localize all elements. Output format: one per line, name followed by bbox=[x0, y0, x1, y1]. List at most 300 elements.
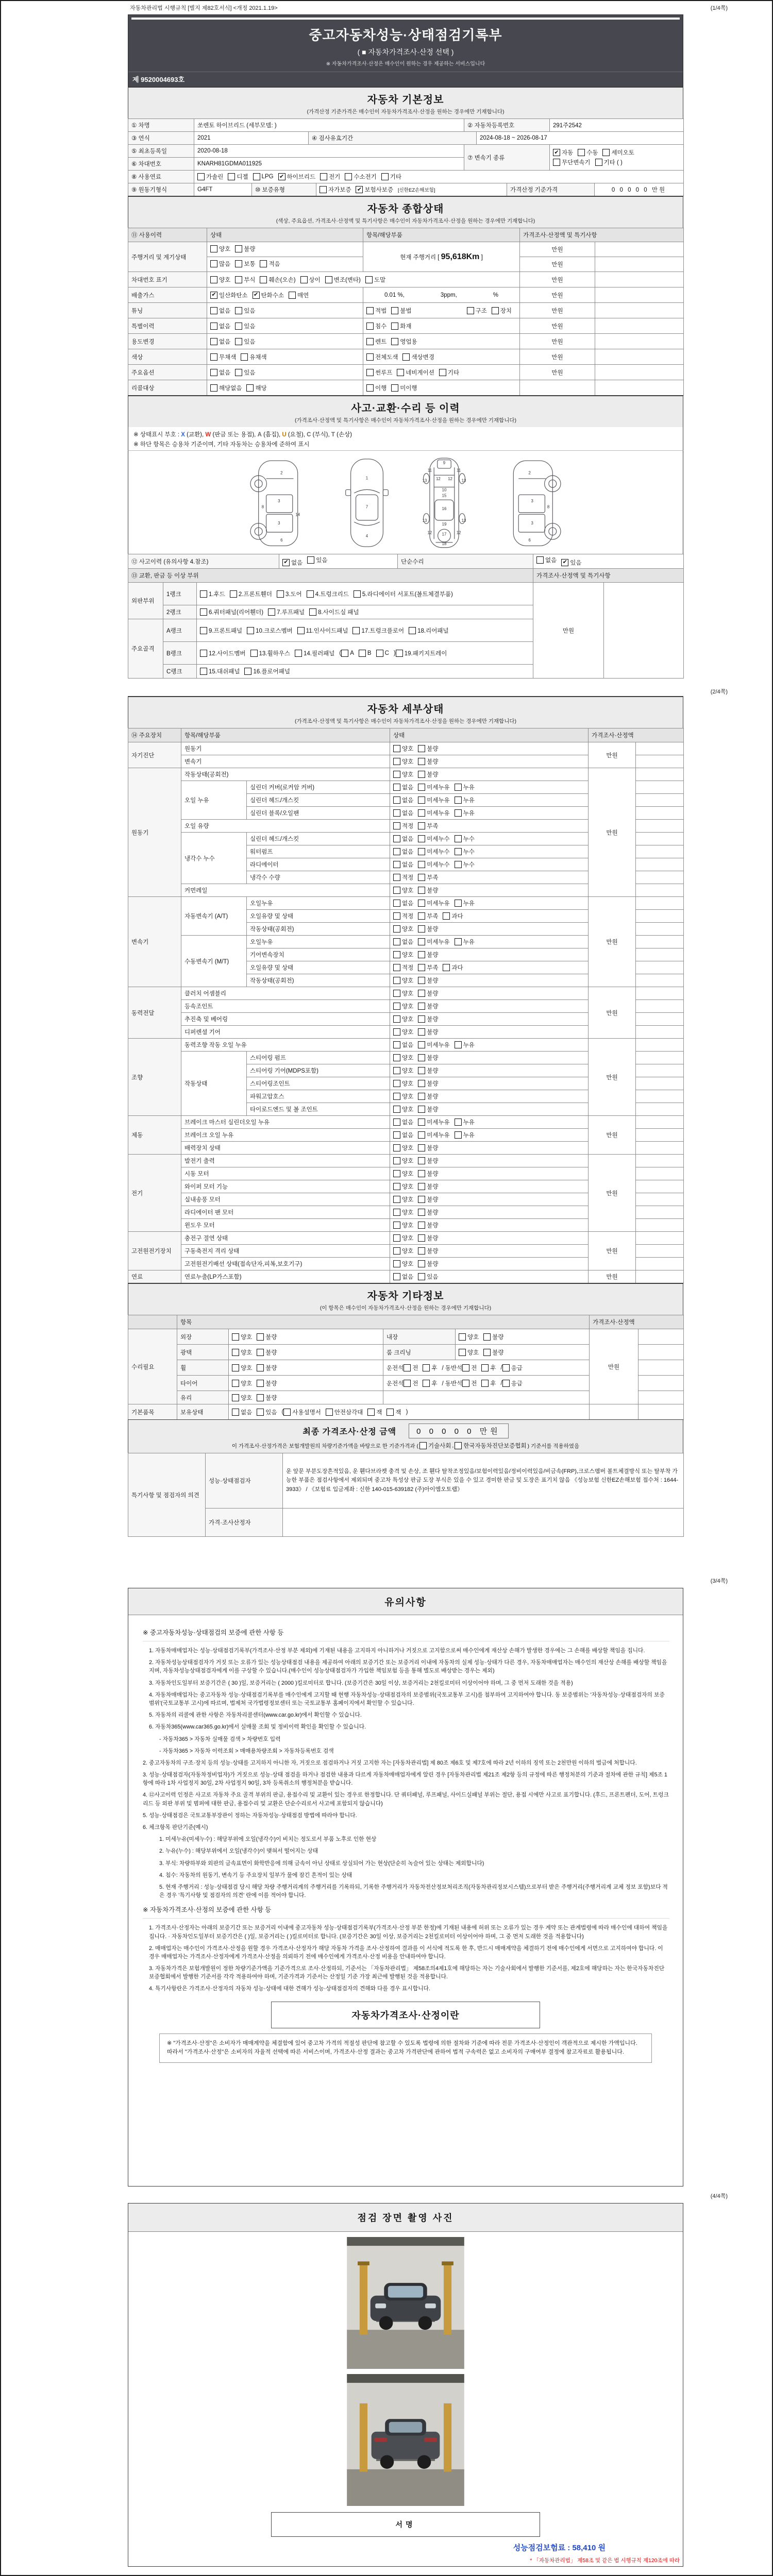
checkbox-잭[interactable] bbox=[386, 1409, 394, 1416]
checkbox-8.사이드실 패널[interactable] bbox=[309, 608, 316, 616]
item-label: 오일 유량 bbox=[181, 820, 390, 833]
checkbox-불량[interactable] bbox=[418, 745, 425, 752]
checkbox-보통[interactable] bbox=[235, 260, 242, 267]
section-basic-subtitle: (가격산정 기준가격은 매수인이 자동차가격조사·산정을 원하는 경우에만 기재합니다) bbox=[307, 109, 505, 115]
checkbox-기타[interactable] bbox=[439, 369, 446, 376]
option-불량 bbox=[418, 1208, 438, 1216]
legend-code-A: A bbox=[257, 432, 262, 438]
rank-item-list bbox=[200, 667, 530, 675]
checkbox-사용설명서[interactable] bbox=[283, 1409, 291, 1416]
checkbox-양호[interactable] bbox=[393, 1028, 400, 1036]
option-label: 도말 bbox=[374, 277, 386, 283]
form-page-1 bbox=[128, 14, 683, 679]
checkbox-불량[interactable] bbox=[418, 925, 425, 933]
checkbox-양호[interactable] bbox=[393, 745, 400, 752]
checkbox-많음[interactable] bbox=[210, 260, 217, 267]
checkbox-양호[interactable] bbox=[393, 1144, 400, 1151]
checkbox-양호[interactable] bbox=[393, 1247, 400, 1255]
checkbox-16.플로어패널[interactable] bbox=[244, 668, 251, 675]
tuning-detail-wrap bbox=[366, 307, 516, 315]
checkbox-하이브리드[interactable]: ✔ bbox=[278, 173, 285, 180]
checkbox-누유[interactable] bbox=[455, 796, 462, 804]
option-전 bbox=[404, 1379, 418, 1387]
signature-box[interactable] bbox=[271, 2512, 540, 2537]
checkbox-부식[interactable] bbox=[235, 276, 242, 283]
checkbox-양호[interactable] bbox=[393, 925, 400, 933]
checkbox-불량[interactable] bbox=[418, 1234, 425, 1242]
option-화재 bbox=[391, 322, 411, 330]
checkbox-양호[interactable] bbox=[232, 1380, 239, 1387]
checkbox-없음[interactable] bbox=[393, 861, 400, 868]
accident-row-table bbox=[128, 554, 684, 569]
checkbox-기타[interactable] bbox=[381, 173, 389, 180]
checkbox-미세누유[interactable] bbox=[418, 1041, 425, 1048]
checkbox-전[interactable] bbox=[462, 1380, 469, 1387]
checkbox-미세누유[interactable] bbox=[418, 796, 425, 804]
checkbox-상이[interactable] bbox=[300, 276, 308, 283]
option-양호 bbox=[393, 976, 413, 985]
checkbox-불량[interactable] bbox=[257, 1333, 264, 1341]
checkbox-디젤[interactable] bbox=[228, 173, 235, 180]
checkbox-부족[interactable] bbox=[418, 822, 425, 829]
checkbox-응급[interactable] bbox=[502, 1380, 510, 1387]
checkbox-누유[interactable] bbox=[455, 809, 462, 817]
checkbox-네비게이션[interactable] bbox=[397, 369, 404, 376]
checkbox-5.라디에이터 서포트(볼트체결부품)[interactable] bbox=[354, 590, 361, 598]
option-label: 불량 bbox=[427, 991, 439, 997]
option-label: 양호 bbox=[402, 1055, 414, 1061]
option-label: 불량 bbox=[427, 888, 439, 894]
option-label: 무채색 bbox=[219, 354, 237, 361]
checkbox-불량[interactable] bbox=[418, 1209, 425, 1216]
option-LPG bbox=[253, 173, 274, 180]
checkbox-누유[interactable] bbox=[455, 1118, 462, 1126]
checkbox-해당[interactable] bbox=[246, 384, 254, 392]
section-etc-info bbox=[128, 1283, 683, 1315]
checkbox-기술사회[interactable] bbox=[419, 1442, 427, 1449]
checkbox-없음[interactable] bbox=[210, 323, 217, 330]
option-도말 bbox=[365, 276, 385, 284]
checkbox-4.트렁크리드[interactable] bbox=[307, 590, 314, 598]
checkbox-후[interactable] bbox=[423, 1364, 430, 1371]
checkbox-10.크로스멤버[interactable] bbox=[247, 627, 254, 634]
checkbox-18.리어패널[interactable] bbox=[409, 627, 416, 634]
checkbox-불량[interactable] bbox=[418, 990, 425, 997]
checkbox-없음[interactable] bbox=[393, 835, 400, 842]
checkbox-불량[interactable] bbox=[418, 1067, 425, 1074]
checkbox-있음[interactable] bbox=[235, 323, 242, 330]
option-label: 후 bbox=[490, 1365, 496, 1371]
checkbox-매연[interactable] bbox=[289, 292, 296, 299]
mileage-prefix: 현재 주행거리 [ bbox=[400, 254, 441, 261]
checkbox-수동[interactable] bbox=[578, 149, 585, 156]
checkbox-불량[interactable] bbox=[418, 771, 425, 778]
option-양호 bbox=[393, 1092, 413, 1100]
option-불량 bbox=[418, 770, 438, 778]
checkbox-미세누유[interactable] bbox=[418, 784, 425, 791]
checkbox-양호[interactable] bbox=[232, 1394, 239, 1401]
checkbox-불량[interactable] bbox=[418, 1170, 425, 1177]
checkbox-없음[interactable]: ✔ bbox=[282, 559, 290, 566]
checkbox-17.트렁크플로어[interactable] bbox=[352, 627, 360, 634]
price-cell: 만원 bbox=[520, 365, 595, 380]
checkbox-탄화수소[interactable]: ✔ bbox=[253, 292, 260, 299]
checkbox-미세누수[interactable] bbox=[418, 835, 425, 842]
checkbox-부족[interactable] bbox=[418, 912, 425, 920]
checkbox-불량[interactable] bbox=[418, 1003, 425, 1010]
checkbox-불량[interactable] bbox=[418, 1054, 425, 1061]
checkbox-불량[interactable] bbox=[418, 1222, 425, 1229]
checkbox-B[interactable] bbox=[359, 650, 366, 657]
checkbox-부족[interactable] bbox=[418, 874, 425, 881]
checkbox-렌트[interactable] bbox=[366, 338, 374, 345]
checkbox-양호[interactable] bbox=[210, 245, 217, 252]
checkbox-양호[interactable] bbox=[393, 1003, 400, 1010]
checkbox-없음[interactable] bbox=[393, 938, 400, 945]
checkbox-잭[interactable] bbox=[367, 1409, 375, 1416]
checkbox-1.후드[interactable] bbox=[200, 590, 207, 598]
option-11.인사이드패널 bbox=[297, 626, 348, 635]
checkbox-침수[interactable] bbox=[366, 323, 374, 330]
checkbox-있음[interactable]: ✔ bbox=[561, 559, 568, 566]
note-item: 5. 자동차의 리콜에 관한 사항은 자동차리콜센터(www.car.go.kr)에서 확인할 수 있습니다. bbox=[149, 1712, 362, 1719]
checkbox-있음[interactable] bbox=[235, 369, 242, 376]
checkbox-불량[interactable] bbox=[257, 1364, 264, 1371]
checkbox-LPG[interactable] bbox=[253, 173, 260, 180]
checkbox-화재[interactable] bbox=[391, 323, 398, 330]
option-label: 장치 bbox=[500, 308, 512, 314]
checkbox-후[interactable] bbox=[481, 1364, 489, 1371]
checkbox-양호[interactable] bbox=[393, 1260, 400, 1267]
checkbox-누유[interactable] bbox=[455, 784, 462, 791]
option-label: 불량 bbox=[427, 926, 439, 933]
accident-history-options bbox=[279, 554, 398, 569]
page-marker-1: (1/4쪽) bbox=[710, 5, 728, 11]
checkbox-과다[interactable] bbox=[443, 912, 450, 920]
token-text: 운전석 bbox=[386, 1365, 404, 1371]
option-label: 적정 bbox=[402, 823, 414, 829]
checkbox-미세누수[interactable] bbox=[418, 848, 425, 855]
item-extra bbox=[383, 1391, 590, 1404]
checkbox-3.도어[interactable] bbox=[277, 590, 284, 598]
checkbox-누유[interactable] bbox=[455, 1131, 462, 1139]
checkbox-후[interactable] bbox=[423, 1380, 430, 1387]
item-label: 디퍼렌셜 기어 bbox=[181, 1026, 390, 1039]
item-state bbox=[229, 1360, 383, 1376]
checkbox-부족[interactable] bbox=[418, 964, 425, 971]
checkbox-없음[interactable] bbox=[210, 338, 217, 345]
checkbox-없음[interactable] bbox=[393, 1118, 400, 1126]
checkbox-A[interactable] bbox=[341, 650, 348, 657]
item-label-보유상태: 보유상태 bbox=[177, 1404, 229, 1420]
option-label: 과다 bbox=[451, 913, 463, 920]
checkbox-기타 ( )[interactable] bbox=[595, 159, 602, 166]
checkbox-불량[interactable] bbox=[418, 1080, 425, 1087]
page-marker-3: (3/4쪽) bbox=[710, 1578, 728, 1584]
checkbox-미이행[interactable] bbox=[391, 384, 398, 392]
checkbox-미세누유[interactable] bbox=[418, 900, 425, 907]
checkbox-2.프론트휀더[interactable] bbox=[230, 590, 237, 598]
option-잭 bbox=[386, 1408, 401, 1416]
checkbox-적음[interactable] bbox=[260, 260, 267, 267]
checkbox-전[interactable] bbox=[404, 1380, 411, 1387]
checkbox-전체도색[interactable] bbox=[366, 353, 374, 361]
checkbox-불량[interactable] bbox=[418, 1157, 425, 1164]
basic-row-fuel bbox=[128, 170, 684, 183]
checkbox-불량[interactable] bbox=[483, 1333, 491, 1341]
checkbox-세미오토[interactable] bbox=[602, 149, 610, 156]
checkbox-누수[interactable] bbox=[455, 848, 462, 855]
checkbox-누수[interactable] bbox=[455, 861, 462, 868]
checkbox-14.필러패널[interactable] bbox=[295, 650, 302, 657]
checkbox-있음[interactable] bbox=[307, 556, 314, 564]
option-불법 bbox=[391, 307, 411, 315]
gb-룸 크리닝 bbox=[459, 1348, 586, 1357]
sub-group-label: 냉각수 누수 bbox=[181, 833, 247, 884]
accident-history-row bbox=[128, 554, 683, 569]
state-options bbox=[390, 1245, 589, 1258]
checkbox-보험사보증[interactable]: ✔ bbox=[356, 186, 363, 193]
checkbox-적정[interactable] bbox=[393, 912, 400, 920]
checkbox-유채색[interactable] bbox=[241, 353, 248, 361]
checkbox-불량[interactable] bbox=[418, 1196, 425, 1203]
checkbox-양호[interactable] bbox=[393, 1222, 400, 1229]
option-없음 bbox=[210, 368, 230, 377]
checkbox-가솔린[interactable] bbox=[197, 173, 205, 180]
checkbox-불량[interactable] bbox=[257, 1394, 264, 1401]
notes-cell bbox=[595, 272, 684, 287]
checkbox-미세누수[interactable] bbox=[418, 861, 425, 868]
checkbox-영업용[interactable] bbox=[391, 338, 398, 345]
legend-code-T: T bbox=[331, 432, 335, 438]
checkbox-해당없음[interactable] bbox=[210, 384, 217, 392]
checkbox-양호[interactable] bbox=[393, 1183, 400, 1190]
device-notes bbox=[636, 923, 684, 936]
col-price: 가격조사·산정액 bbox=[590, 1315, 684, 1329]
checkbox-불량[interactable] bbox=[418, 1028, 425, 1036]
diagram-part-number-13: 13 bbox=[461, 478, 466, 483]
checkbox-9.프론트패널[interactable] bbox=[200, 627, 207, 634]
checkbox-있음[interactable] bbox=[235, 307, 242, 314]
checkbox-양호[interactable] bbox=[393, 1209, 400, 1216]
note-item: 6. 자동차365(www.car365.go.kr)에서 실매물 조회 및 정비이력 확인을 확인할 수 있습니다. bbox=[149, 1724, 366, 1731]
checkbox-C[interactable] bbox=[376, 650, 383, 657]
etc-info-table bbox=[128, 1315, 683, 1420]
checkbox-적법[interactable] bbox=[366, 307, 374, 314]
checkbox-후[interactable] bbox=[481, 1380, 489, 1387]
checkbox-누수[interactable] bbox=[455, 835, 462, 842]
state-options bbox=[390, 1167, 589, 1180]
checkbox-양호[interactable] bbox=[393, 1196, 400, 1203]
checkbox-무채색[interactable] bbox=[210, 353, 217, 361]
checkbox-훼손(오손)[interactable] bbox=[260, 276, 267, 283]
checkbox-불량[interactable] bbox=[418, 1106, 425, 1113]
checkbox-미세누유[interactable] bbox=[418, 938, 425, 945]
checkbox-불량[interactable] bbox=[418, 1015, 425, 1023]
checkbox-누유[interactable] bbox=[455, 938, 462, 945]
checkbox-불량[interactable] bbox=[257, 1349, 264, 1356]
checkbox-구조[interactable] bbox=[467, 307, 474, 314]
option-label: 양호 bbox=[241, 1365, 253, 1371]
checkbox-양호[interactable] bbox=[393, 990, 400, 997]
checkbox-15.대쉬패널[interactable] bbox=[200, 668, 207, 675]
checkbox-미세누유[interactable] bbox=[418, 1131, 425, 1139]
state-optwrap bbox=[393, 848, 585, 856]
state-options bbox=[390, 897, 589, 910]
checkbox-없음[interactable] bbox=[393, 809, 400, 817]
checkbox-과다[interactable] bbox=[443, 964, 450, 971]
item-label: 시동 모터 bbox=[181, 1167, 390, 1180]
checkbox-양호[interactable] bbox=[393, 771, 400, 778]
checkbox-12.사이드멤버[interactable] bbox=[200, 650, 207, 657]
option-자가보증 bbox=[320, 185, 351, 194]
checkbox-미세누유[interactable] bbox=[418, 1118, 425, 1126]
option-label: 양호 bbox=[241, 1395, 253, 1401]
checkbox-불량[interactable] bbox=[418, 951, 425, 958]
state-options bbox=[207, 380, 363, 396]
checkbox-11.인사이드패널[interactable] bbox=[297, 627, 305, 634]
checkbox-있음[interactable] bbox=[418, 1273, 425, 1280]
checkbox-불량[interactable] bbox=[418, 1183, 425, 1190]
checkbox-없음[interactable] bbox=[536, 556, 544, 564]
transmission-line1 bbox=[553, 148, 680, 157]
checkbox-색상변경[interactable] bbox=[402, 353, 410, 361]
checkbox-도말[interactable] bbox=[365, 276, 373, 283]
checkbox-양호[interactable] bbox=[393, 1067, 400, 1074]
state-optwrap bbox=[210, 384, 360, 392]
checkbox-양호[interactable] bbox=[393, 1080, 400, 1087]
checkbox-변조(변타)[interactable] bbox=[325, 276, 332, 283]
option-label: 썬루프 bbox=[375, 369, 393, 376]
checkbox-양호[interactable] bbox=[210, 276, 217, 283]
checkbox-양호[interactable] bbox=[393, 758, 400, 765]
checkbox-한국자동차진단보증협회[interactable] bbox=[455, 1442, 462, 1449]
checkbox-있음[interactable] bbox=[235, 338, 242, 345]
opinion-label: 특기사항 및 점검자의 의견 bbox=[128, 1453, 206, 1537]
note-item: 4. 자동차매매업자는 중고자동차 성능·상태점검기록부를 매수인에게 고지할 때 현행 자동차성능·상태점검자의 보증범위(국토교통부 고시)를 첨부하여 고지하여야 합니다. 동 보증범위는 '자동차성능·상태점검자의 보증범위'(국토교통부 고시)에 따르며, 법제처 국가법령정보센터 또는 국토교통부 홈페이지에서 확인할 수 있습니다. bbox=[149, 1691, 665, 1706]
checkbox-응급[interactable] bbox=[502, 1364, 510, 1371]
checkbox-누유[interactable] bbox=[455, 900, 462, 907]
checkbox-양호[interactable] bbox=[393, 1015, 400, 1023]
checkbox-없음[interactable] bbox=[393, 1273, 400, 1280]
checkbox-불량[interactable] bbox=[418, 1260, 425, 1267]
option-불량 bbox=[257, 1348, 277, 1357]
checkbox-양호[interactable] bbox=[393, 1054, 400, 1061]
checkbox-미세누유[interactable] bbox=[418, 809, 425, 817]
option-있음 bbox=[257, 1408, 277, 1416]
car-name-value: 쏘렌토 하이브리드 (세부모델: ) bbox=[194, 119, 464, 132]
checkbox-적정[interactable] bbox=[393, 822, 400, 829]
checkbox-불량[interactable] bbox=[257, 1380, 264, 1387]
checkbox-양호[interactable] bbox=[393, 1093, 400, 1100]
checkbox-양호[interactable] bbox=[393, 1170, 400, 1177]
checkbox-양호[interactable] bbox=[393, 951, 400, 958]
checkbox-이행[interactable] bbox=[366, 384, 374, 392]
note-item-outer: 4. ⑫사고이력 인정은 사고로 자동차 주요 골격 부위의 판금, 용접수리 및 교환이 있는 경우로 한정합니다. 단 쿼터패널, 루프패널, 사이드실패널 부위는 절단, 용접 시에만 사고로 표기합니다. (후드, 프론트펜더, 도어, 트렁크리드 등 외판 부위 및 범퍼에 대한 판금, 용접수리 및 교환은 단순수리로서 사고에 포함되지 않습니다) bbox=[143, 1792, 669, 1807]
col-state: 상태 bbox=[390, 728, 589, 742]
checkbox-없음[interactable] bbox=[393, 784, 400, 791]
checkbox-불법[interactable] bbox=[391, 307, 398, 314]
checkbox-불량[interactable] bbox=[418, 887, 425, 894]
checkbox-없음[interactable] bbox=[393, 900, 400, 907]
checkbox-없음[interactable] bbox=[393, 848, 400, 855]
checkbox-전[interactable] bbox=[404, 1364, 411, 1371]
option-전체도색 bbox=[366, 353, 398, 361]
checkbox-자가보증[interactable] bbox=[320, 186, 327, 193]
state-optwrap bbox=[393, 860, 585, 869]
device-notes bbox=[636, 1180, 684, 1193]
checkbox-양호[interactable] bbox=[393, 1234, 400, 1242]
checkbox-양호[interactable] bbox=[393, 977, 400, 984]
checkbox-무단변속기[interactable] bbox=[553, 159, 560, 166]
option-label: 불법 bbox=[400, 308, 412, 314]
checkbox-양호[interactable] bbox=[393, 1106, 400, 1113]
checkbox-양호[interactable] bbox=[459, 1349, 466, 1356]
checkbox-일산화탄소[interactable]: ✔ bbox=[210, 292, 217, 299]
checkbox-양호[interactable] bbox=[393, 887, 400, 894]
checkbox-6.쿼터패널(리어휀더)[interactable] bbox=[200, 608, 207, 616]
checkbox-없음[interactable] bbox=[393, 1041, 400, 1048]
checkbox-자동[interactable]: ✔ bbox=[553, 149, 560, 156]
device-notes bbox=[636, 1206, 684, 1219]
option-적정 bbox=[393, 822, 413, 830]
checkbox-수소전기[interactable] bbox=[345, 173, 352, 180]
checkbox-없음[interactable] bbox=[210, 307, 217, 314]
diagram-part-number-4: 4 bbox=[365, 533, 368, 538]
checkbox-13.휠하우스[interactable] bbox=[250, 650, 258, 657]
checkbox-양호[interactable] bbox=[232, 1364, 239, 1371]
checkbox-없음[interactable] bbox=[393, 796, 400, 804]
checkbox-불량[interactable] bbox=[483, 1349, 491, 1356]
checkbox-없음[interactable] bbox=[210, 369, 217, 376]
field-label: ⑤ 최초등록일 bbox=[128, 145, 194, 158]
checkbox-안전삼각대[interactable] bbox=[326, 1409, 333, 1416]
checkbox-있음[interactable] bbox=[257, 1409, 264, 1416]
checkbox-불량[interactable] bbox=[418, 1093, 425, 1100]
checkbox-7.루프패널[interactable] bbox=[268, 608, 275, 616]
checkbox-양호[interactable] bbox=[232, 1349, 239, 1356]
checkbox-적정[interactable] bbox=[393, 874, 400, 881]
checkbox-누유[interactable] bbox=[455, 1041, 462, 1048]
checkbox-불량[interactable] bbox=[418, 758, 425, 765]
device-notes bbox=[636, 1270, 684, 1283]
option-label: 불량 bbox=[492, 1349, 504, 1356]
checkbox-장치[interactable] bbox=[492, 307, 499, 314]
checkbox-불량[interactable] bbox=[418, 1144, 425, 1151]
checkbox-양호[interactable] bbox=[459, 1333, 466, 1341]
checkbox-양호[interactable] bbox=[232, 1333, 239, 1341]
checkbox-적정[interactable] bbox=[393, 964, 400, 971]
state-options bbox=[390, 794, 589, 807]
checkbox-19.패키지트레이[interactable] bbox=[393, 650, 403, 657]
checkbox-전기[interactable] bbox=[320, 173, 327, 180]
checkbox-불량[interactable] bbox=[418, 977, 425, 984]
checkbox-양호[interactable] bbox=[393, 1157, 400, 1164]
option-부식 bbox=[235, 276, 255, 284]
checkbox-전[interactable] bbox=[462, 1364, 469, 1371]
checkbox-불량[interactable] bbox=[418, 1247, 425, 1255]
checkbox-불량[interactable] bbox=[235, 245, 242, 252]
option-불량 bbox=[418, 744, 438, 753]
option-label: 불량 bbox=[427, 1184, 439, 1190]
checkbox-없음[interactable] bbox=[393, 1131, 400, 1139]
option-없음 bbox=[393, 1131, 413, 1139]
checkbox-썬루프[interactable] bbox=[366, 369, 374, 376]
diagram-part-number-3: 3 bbox=[278, 499, 280, 504]
option-누유 bbox=[455, 809, 475, 817]
option-label: 없음 bbox=[402, 1132, 414, 1139]
checkbox-없음[interactable] bbox=[232, 1409, 239, 1416]
